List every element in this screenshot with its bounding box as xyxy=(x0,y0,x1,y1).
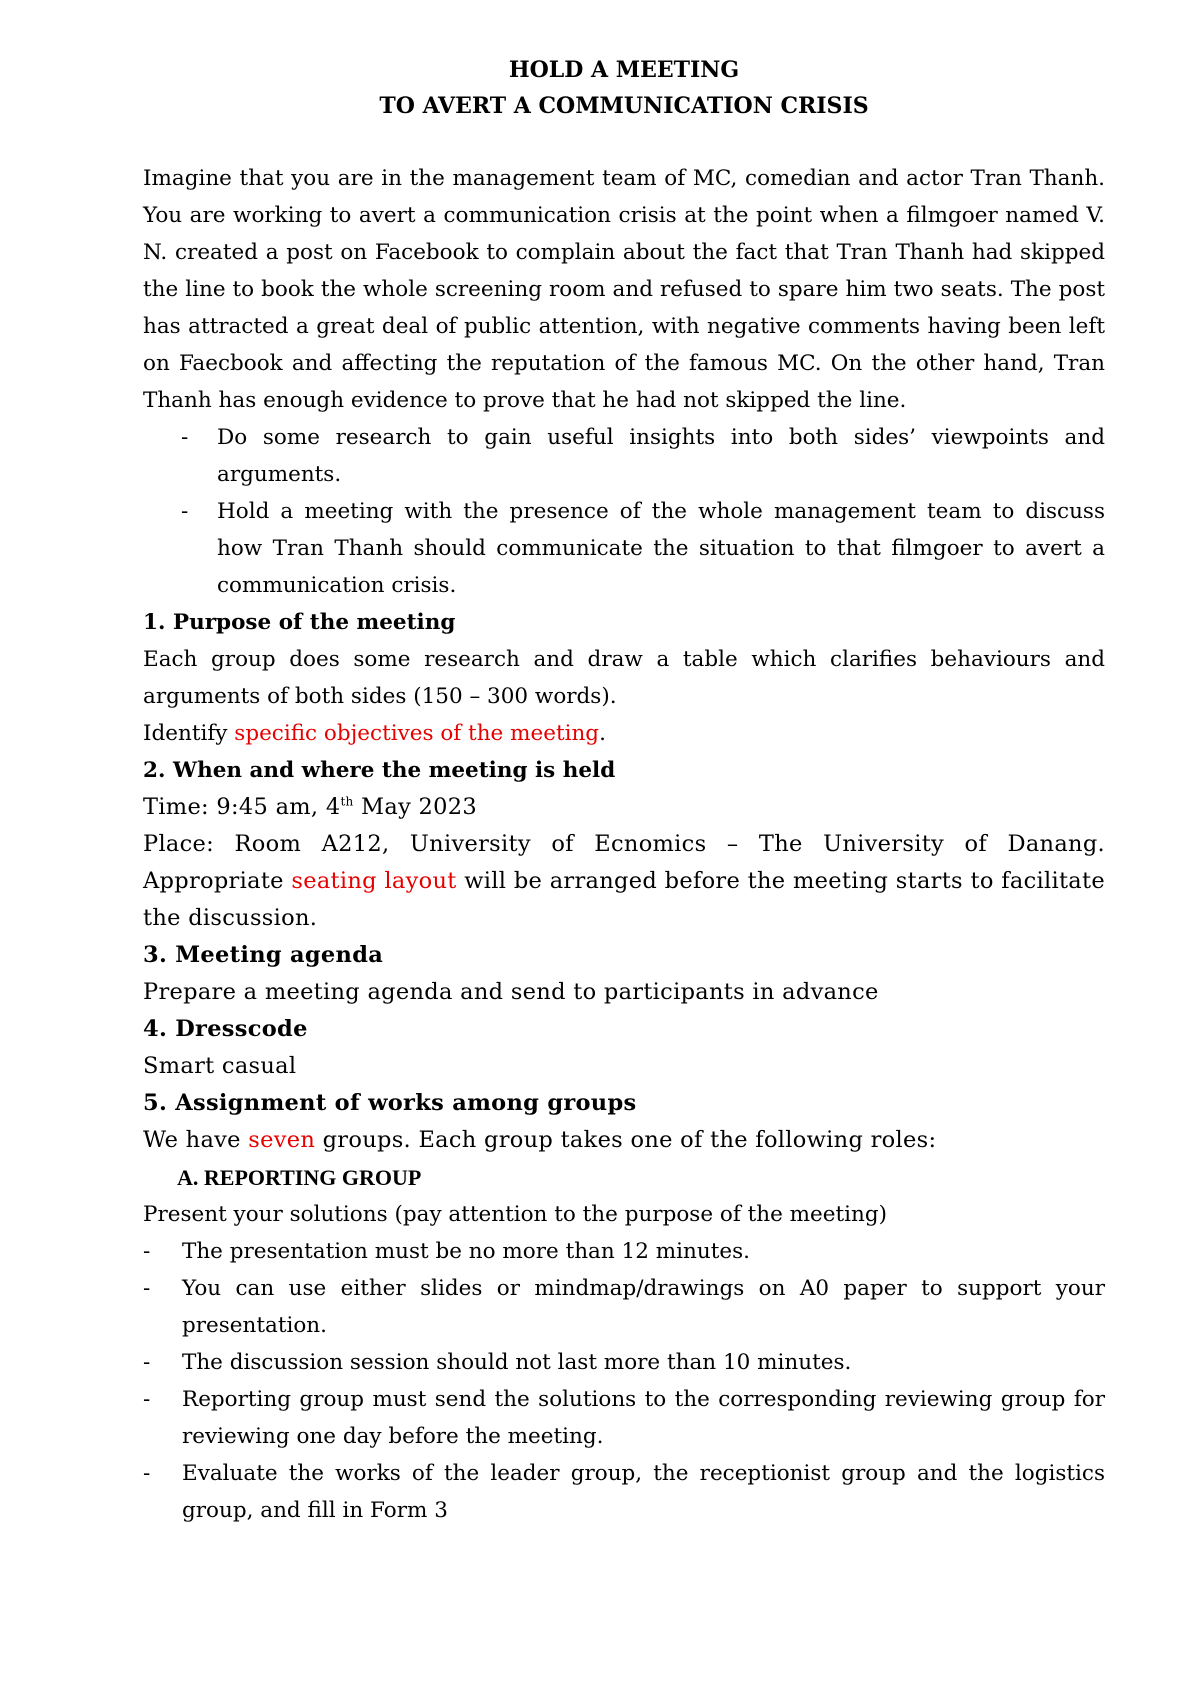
identify-suffix: . xyxy=(599,721,606,746)
section-2-time xyxy=(143,789,1105,826)
bullet-text: The discussion session should not last more than 10 minutes. xyxy=(182,1350,852,1375)
bullet-dash: - xyxy=(143,1387,151,1412)
bullet-dash: - xyxy=(181,499,189,524)
bullet-text: Evaluate the works of the leader group, the receptionist group and the logistics group, and fill in Form 3 xyxy=(182,1461,1105,1523)
title-line-2: TO AVERT A COMMUNICATION CRISIS xyxy=(379,93,869,119)
bullet-text: The presentation must be no more than 12 minutes. xyxy=(182,1239,750,1264)
section-1-heading: 1. Purpose of the meeting xyxy=(143,610,456,635)
section-1-identify xyxy=(143,715,1105,752)
bullet-text: Hold a meeting with the presence of the whole management team to discuss how Tran Thanh should communicate the situation to that filmgoer to avert a communication crisis. xyxy=(217,499,1105,598)
document-page xyxy=(143,52,1105,1529)
role-intro: Present your solutions (pay attention to the purpose of the meeting) xyxy=(143,1202,888,1227)
identify-highlight: specific objectives of the meeting xyxy=(234,721,600,746)
place-suffix: will be arranged before the meeting starts to facilitate the discussion. xyxy=(143,868,1105,931)
section-3-text: Prepare a meeting agenda and send to participants in advance xyxy=(143,979,879,1005)
bullet-dash: - xyxy=(143,1461,151,1486)
bullet-text: Reporting group must send the solutions to the corresponding reviewing group for reviewing one day before the meeting. xyxy=(182,1387,1105,1449)
time-suffix: May 2023 xyxy=(353,794,478,820)
bullet-text: Do some research to gain useful insights into both sides’ viewpoints and arguments. xyxy=(217,425,1105,487)
section-2-place xyxy=(143,826,1105,937)
time-prefix: Time: 9:45 am, 4 xyxy=(143,794,341,820)
document-title xyxy=(143,52,1105,124)
bullet-dash: - xyxy=(143,1239,151,1264)
list-item xyxy=(143,1381,1105,1455)
list-item xyxy=(143,1270,1105,1344)
list-item xyxy=(143,1233,1105,1270)
place-prefix: Place: Room A212, University of Ecnomics – The University of Danang. Appropriate xyxy=(143,831,1105,894)
groups-suffix: groups. Each group takes one of the following roles: xyxy=(315,1127,937,1153)
section-1-text: Each group does some research and draw a table which clarifies behaviours and arguments of both sides (150 – 300 words). xyxy=(143,647,1105,709)
list-item xyxy=(143,419,1105,493)
section-5-heading: 5. Assignment of works among groups xyxy=(143,1090,637,1116)
bullet-dash: - xyxy=(143,1350,151,1375)
groups-prefix: We have xyxy=(143,1127,249,1153)
place-highlight: seating layout xyxy=(291,868,457,894)
bullet-text: You can use either slides or mindmap/drawings on A0 paper to support your presentation. xyxy=(182,1276,1105,1338)
list-item xyxy=(143,493,1105,604)
role-title: A. REPORTING GROUP xyxy=(177,1165,422,1190)
title-line-1: HOLD A MEETING xyxy=(508,57,740,83)
identify-prefix: Identify xyxy=(143,721,235,746)
list-item xyxy=(143,1344,1105,1381)
list-item xyxy=(143,1455,1105,1529)
section-4-heading: 4. Dresscode xyxy=(143,1016,308,1042)
section-2-heading: 2. When and where the meeting is held xyxy=(143,758,616,783)
role-bullet-list xyxy=(143,1233,1105,1529)
bullet-dash: - xyxy=(181,425,189,450)
section-4-text: Smart casual xyxy=(143,1053,297,1079)
bullet-dash: - xyxy=(143,1276,151,1301)
intro-bullet-list xyxy=(143,419,1105,604)
section-3-heading: 3. Meeting agenda xyxy=(143,942,384,968)
time-sup: th xyxy=(340,794,354,809)
section-5-text xyxy=(143,1122,1105,1159)
intro-paragraph: Imagine that you are in the management team of MC, comedian and actor Tran Thanh. You are working to avert a communication crisis at the point when a filmgoer named V. N. created a post on Facebook to complain about the fact that Tran Thanh had skipped the line to book the whole screening room and refused to spare him two seats. The post has attracted a great deal of public attention, with negative comments having been left on Faecbook and affecting the reputation of the famous MC. On the other hand, Tran Thanh has enough evidence to prove that he had not skipped the line. xyxy=(143,166,1105,413)
groups-highlight: seven xyxy=(248,1127,316,1153)
